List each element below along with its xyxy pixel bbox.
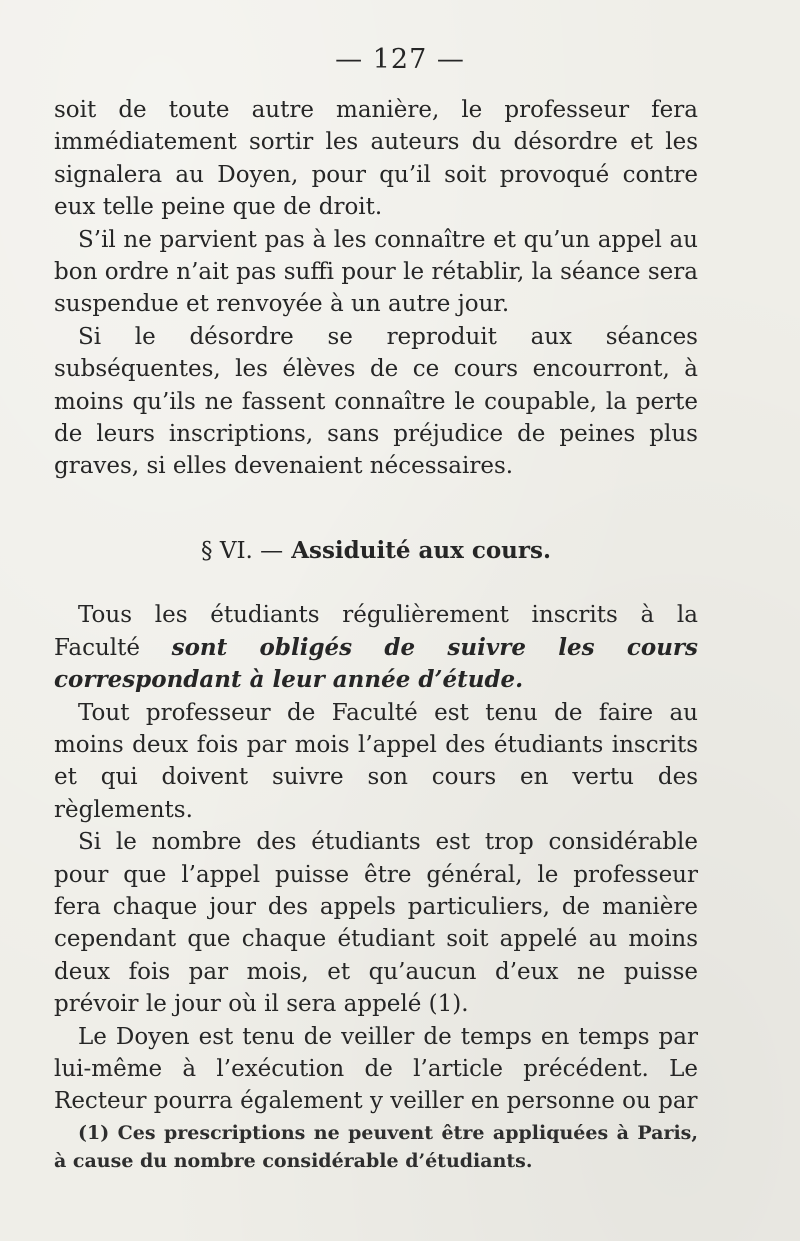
body-text xyxy=(54,94,698,1118)
page-number: — 127 — xyxy=(335,44,465,75)
footnote: (1) Ces prescriptions ne peuvent être appliquées à Paris, à cause du nombre considérable d’étudiants. xyxy=(54,1122,698,1172)
paragraph-continuation: soit de toute autre manière, le professeur fera immédiatement sortir les auteurs du désordre et les signalera au Doyen, pour qu’il soit provoqué contre eux telle peine que de droit. xyxy=(54,97,698,221)
section-title: Assiduité aux cours. xyxy=(291,536,551,564)
paragraph-italic: sont obligés de suivre les cours correspondant à leur année d’étude. xyxy=(54,633,698,694)
paragraph xyxy=(54,599,698,696)
paragraph-lead: Tous les étudiants régulièrement inscrits à la Faculté xyxy=(54,602,698,661)
paragraph: Le Doyen est tenu de veiller de temps en temps par lui-même à l’exécution de l’article précédent. Le Recteur pourra également y veiller en personne ou par xyxy=(54,1023,698,1115)
paragraph: Si le désordre se reproduit aux séances subséquentes, les élèves de ce cours encourront, à moins qu’ils ne fassent connaître le coupable, la perte de leurs inscriptions, sans préjudice de peines plus graves, si elles devenaient nécessaires. xyxy=(54,323,698,480)
paragraph: Si le nombre des étudiants est trop considérable pour que l’appel puisse être général, le professeur fera chaque jour des appels particuliers, de manière cependant que chaque étudiant soit appelé au moins deux fois par mois, et qu’aucun d’eux ne puisse prévoir le jour où il sera appelé (1). xyxy=(54,829,698,1018)
paragraph: S’il ne parvient pas à les connaître et qu’un appel au bon ordre n’ait pas suffi pour le rétablir, la séance sera suspendue et renvoyée à un autre jour. xyxy=(54,226,698,318)
section-number: § VI. — xyxy=(201,537,284,564)
section-heading xyxy=(54,535,698,567)
paragraph: Tout professeur de Faculté est tenu de faire au moins deux fois par mois l’appel des étudiants inscrits et qui doivent suivre son cours en vertu des règlements. xyxy=(54,699,698,823)
